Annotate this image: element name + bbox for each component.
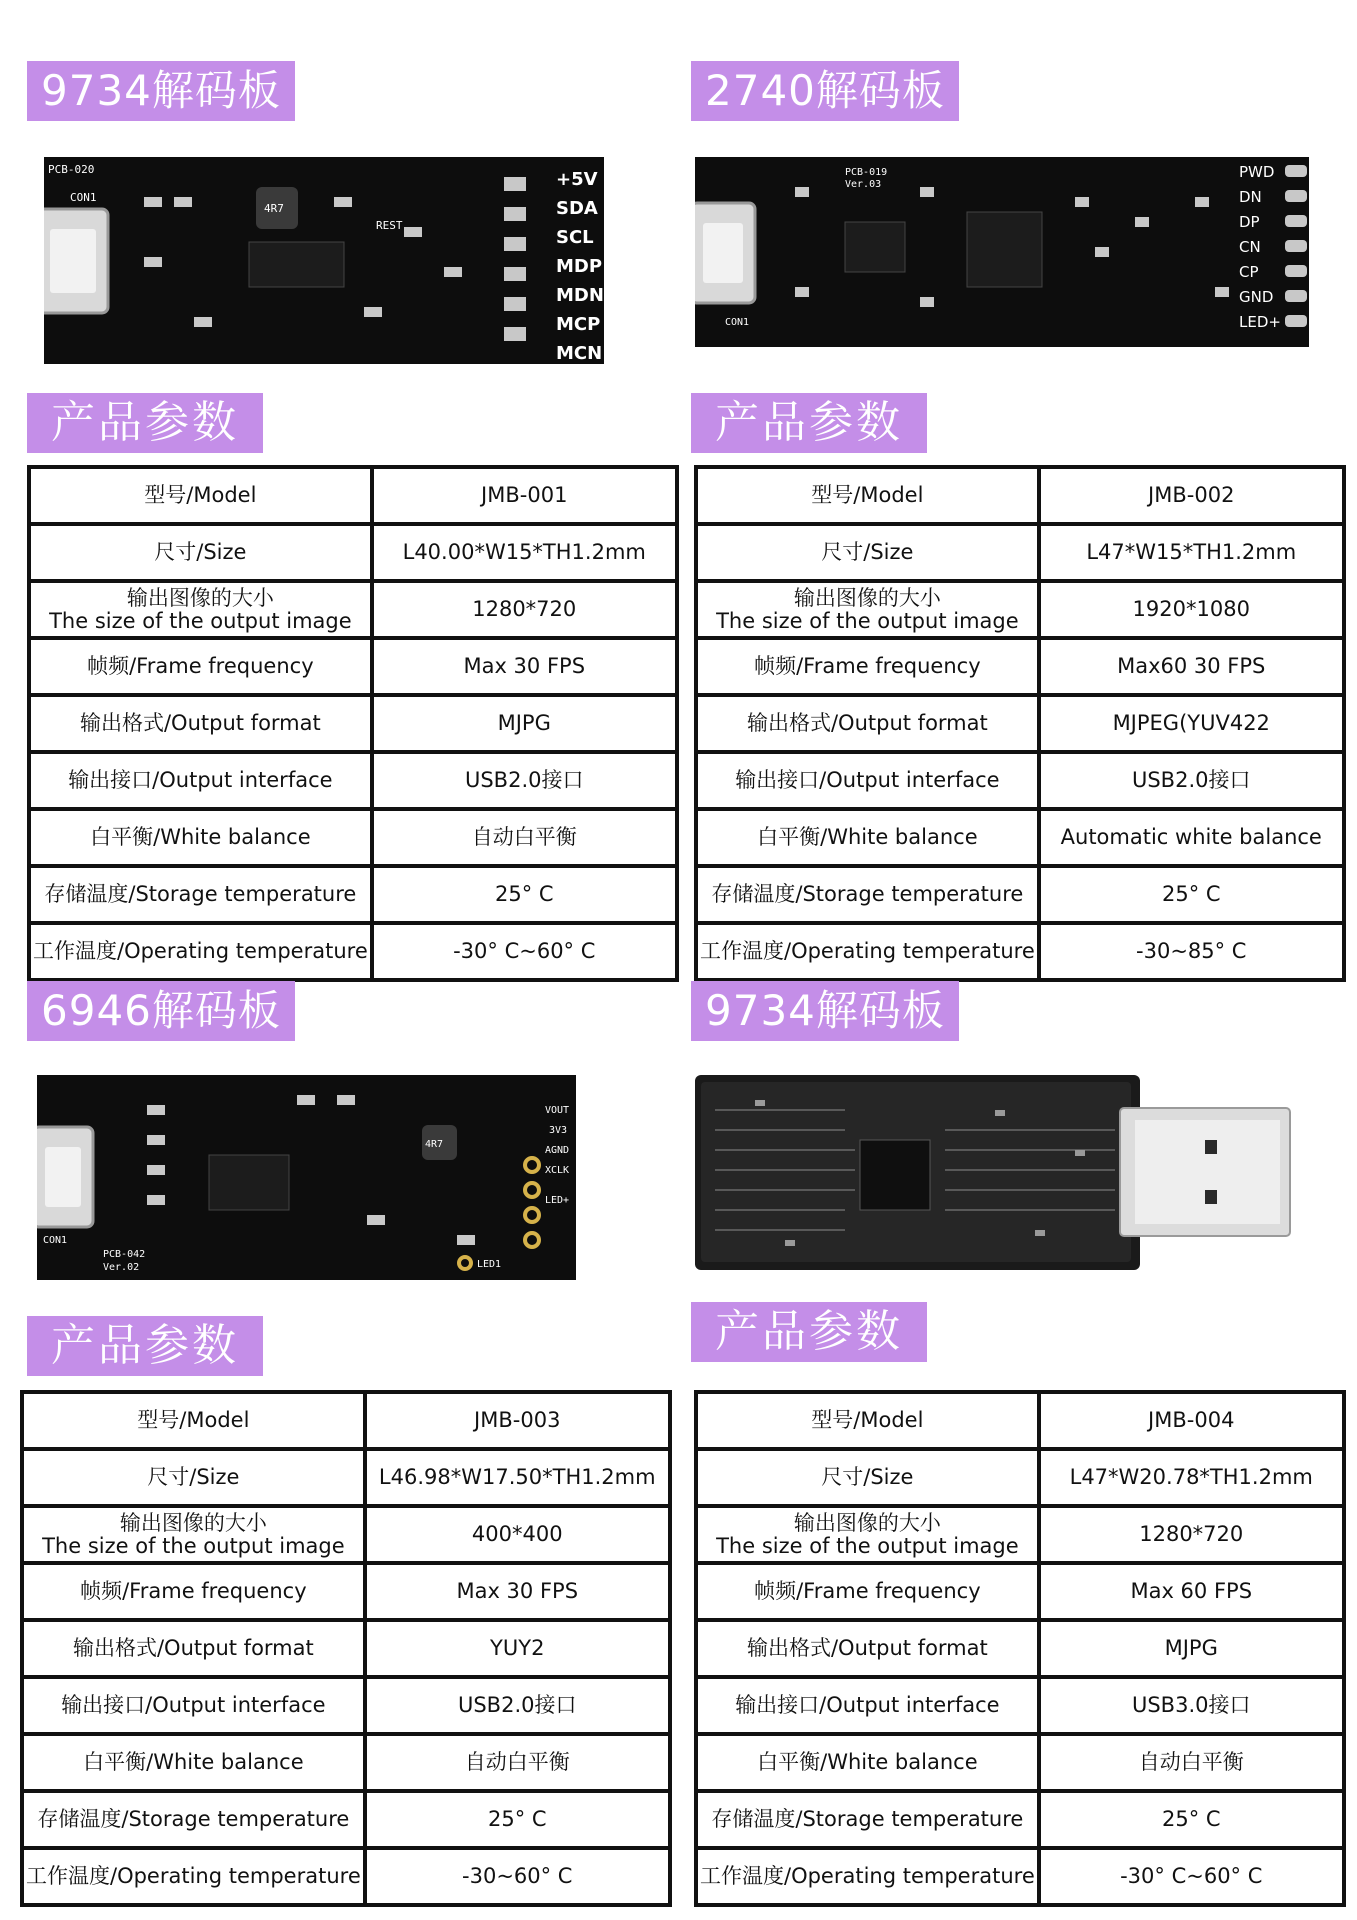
table-row: [29, 866, 677, 923]
table-row: [696, 1848, 1344, 1905]
table-row: [22, 1677, 670, 1734]
operating-temp-value: -30~60° C: [365, 1848, 670, 1905]
svg-text:+5V: +5V: [556, 169, 598, 190]
table-row: [29, 923, 677, 980]
storage-temp-value: 25° C: [1039, 866, 1344, 923]
white-balance-value: 自动白平衡: [365, 1734, 670, 1791]
table-row: [29, 524, 677, 581]
svg-text:MCN: MCN: [556, 343, 603, 364]
pcb-board-icon: [44, 157, 604, 364]
format-label: 输出格式/Output format: [696, 695, 1039, 752]
table-row: [696, 923, 1344, 980]
interface-value: USB2.0接口: [372, 752, 677, 809]
storage-temp-value: 25° C: [1039, 1791, 1344, 1848]
format-label: 输出格式/Output format: [22, 1620, 365, 1677]
size-value: L47*W20.78*TH1.2mm: [1039, 1449, 1344, 1506]
interface-value: USB2.0接口: [1039, 752, 1344, 809]
format-label: 输出格式/Output format: [29, 695, 372, 752]
board-3-title-banner: 6946解码板: [27, 981, 295, 1041]
table-row: [22, 1734, 670, 1791]
svg-text:AGND: AGND: [545, 1145, 570, 1156]
svg-text:3V3: 3V3: [549, 1125, 568, 1136]
size-label: 尺寸/Size: [696, 1449, 1039, 1506]
size-value: L46.98*W17.50*TH1.2mm: [365, 1449, 670, 1506]
output-size-label: 输出图像的大小 The size of the output image: [696, 581, 1039, 638]
interface-label: 输出接口/Output interface: [29, 752, 372, 809]
svg-text:Ver.03: Ver.03: [845, 179, 882, 190]
svg-text:LED1: LED1: [477, 1259, 502, 1270]
svg-text:CON1: CON1: [725, 317, 750, 328]
svg-text:PWD: PWD: [1239, 163, 1275, 181]
output-size-value: 1280*720: [372, 581, 677, 638]
board-4-title-banner: 9734解码板: [691, 981, 959, 1041]
pcb-board-icon: [695, 157, 1309, 347]
board-4-spec-table: [694, 1390, 1346, 1907]
board-1-pcb-photo: [44, 157, 604, 364]
operating-temp-value: -30° C~60° C: [1039, 1848, 1344, 1905]
table-row: [696, 581, 1344, 638]
svg-text:MDN: MDN: [556, 285, 604, 306]
svg-text:SCL: SCL: [556, 227, 594, 248]
svg-text:4R7: 4R7: [425, 1139, 444, 1150]
table-row: [22, 1392, 670, 1449]
table-row: [696, 1734, 1344, 1791]
table-row: [22, 1848, 670, 1905]
pcb-board-icon: [37, 1075, 576, 1280]
white-balance-label: 白平衡/White balance: [696, 809, 1039, 866]
table-row: [29, 809, 677, 866]
operating-temp-label: 工作温度/Operating temperature: [696, 923, 1039, 980]
white-balance-value: Automatic white balance: [1039, 809, 1344, 866]
format-value: YUY2: [365, 1620, 670, 1677]
board-3-param-banner: 产品参数: [27, 1316, 263, 1376]
svg-text:Ver.02: Ver.02: [103, 1262, 140, 1273]
table-row: [696, 1563, 1344, 1620]
model-value: JMB-004: [1039, 1392, 1344, 1449]
model-label: 型号/Model: [696, 1392, 1039, 1449]
operating-temp-label: 工作温度/Operating temperature: [22, 1848, 365, 1905]
board-4-usb-photo: [695, 1070, 1295, 1275]
table-row: [696, 1677, 1344, 1734]
svg-text:CN: CN: [1239, 238, 1261, 256]
table-row: [696, 1449, 1344, 1506]
model-value: JMB-003: [365, 1392, 670, 1449]
storage-temp-label: 存储温度/Storage temperature: [22, 1791, 365, 1848]
svg-text:MCP: MCP: [556, 314, 601, 335]
board-1-title-banner: 9734解码板: [27, 61, 295, 121]
operating-temp-label: 工作温度/Operating temperature: [29, 923, 372, 980]
frame-value: Max 30 FPS: [365, 1563, 670, 1620]
size-value: L40.00*W15*TH1.2mm: [372, 524, 677, 581]
size-value: L47*W15*TH1.2mm: [1039, 524, 1344, 581]
svg-text:VOUT: VOUT: [545, 1105, 570, 1116]
usb-stick-board-icon: [695, 1070, 1295, 1275]
output-size-label: 输出图像的大小 The size of the output image: [29, 581, 372, 638]
board-2-title-banner: 2740解码板: [691, 61, 959, 121]
frame-label: 帧频/Frame frequency: [22, 1563, 365, 1620]
svg-text:CON1: CON1: [43, 1235, 68, 1246]
table-row: [696, 809, 1344, 866]
svg-text:CON1: CON1: [70, 191, 97, 204]
operating-temp-label: 工作温度/Operating temperature: [696, 1848, 1039, 1905]
format-value: MJPEG(YUV422: [1039, 695, 1344, 752]
table-row: [696, 638, 1344, 695]
svg-text:LED+: LED+: [545, 1195, 570, 1206]
table-row: [29, 467, 677, 524]
storage-temp-value: 25° C: [372, 866, 677, 923]
board-3-pcb-photo: [37, 1075, 576, 1280]
interface-value: USB2.0接口: [365, 1677, 670, 1734]
board-3-spec-table: [20, 1390, 672, 1907]
size-label: 尺寸/Size: [22, 1449, 365, 1506]
model-value: JMB-002: [1039, 467, 1344, 524]
model-label: 型号/Model: [22, 1392, 365, 1449]
board-1-spec-table: [27, 465, 679, 982]
interface-label: 输出接口/Output interface: [696, 1677, 1039, 1734]
model-label: 型号/Model: [29, 467, 372, 524]
output-size-value: 1280*720: [1039, 1506, 1344, 1563]
table-row: [696, 1392, 1344, 1449]
frame-label: 帧频/Frame frequency: [696, 638, 1039, 695]
frame-label: 帧频/Frame frequency: [696, 1563, 1039, 1620]
output-size-label: 输出图像的大小 The size of the output image: [22, 1506, 365, 1563]
table-row: [29, 752, 677, 809]
table-row: [22, 1506, 670, 1563]
svg-text:DN: DN: [1239, 188, 1262, 206]
storage-temp-value: 25° C: [365, 1791, 670, 1848]
format-value: MJPG: [1039, 1620, 1344, 1677]
table-row: [22, 1791, 670, 1848]
svg-text:PCB-042: PCB-042: [103, 1249, 146, 1260]
svg-text:CP: CP: [1239, 263, 1259, 281]
table-row: [696, 752, 1344, 809]
storage-temp-label: 存储温度/Storage temperature: [696, 1791, 1039, 1848]
board-2-pcb-photo: [695, 157, 1309, 347]
frame-label: 帧频/Frame frequency: [29, 638, 372, 695]
frame-value: Max60 30 FPS: [1039, 638, 1344, 695]
svg-text:XCLK: XCLK: [545, 1165, 570, 1176]
white-balance-label: 白平衡/White balance: [22, 1734, 365, 1791]
size-label: 尺寸/Size: [696, 524, 1039, 581]
output-size-value: 1920*1080: [1039, 581, 1344, 638]
board-2-spec-table: [694, 465, 1346, 982]
svg-text:REST: REST: [376, 219, 403, 232]
frame-value: Max 60 FPS: [1039, 1563, 1344, 1620]
interface-label: 输出接口/Output interface: [696, 752, 1039, 809]
white-balance-label: 白平衡/White balance: [29, 809, 372, 866]
table-row: [22, 1620, 670, 1677]
model-label: 型号/Model: [696, 467, 1039, 524]
table-row: [696, 524, 1344, 581]
format-label: 输出格式/Output format: [696, 1620, 1039, 1677]
interface-value: USB3.0接口: [1039, 1677, 1344, 1734]
table-row: [696, 1506, 1344, 1563]
size-label: 尺寸/Size: [29, 524, 372, 581]
white-balance-label: 白平衡/White balance: [696, 1734, 1039, 1791]
board-2-param-banner: 产品参数: [691, 393, 927, 453]
table-row: [29, 638, 677, 695]
storage-temp-label: 存储温度/Storage temperature: [696, 866, 1039, 923]
svg-text:LED+: LED+: [1239, 313, 1281, 331]
output-size-label: 输出图像的大小 The size of the output image: [696, 1506, 1039, 1563]
board-4-param-banner: 产品参数: [691, 1302, 927, 1362]
svg-text:GND: GND: [1239, 288, 1274, 306]
interface-label: 输出接口/Output interface: [22, 1677, 365, 1734]
table-row: [696, 1620, 1344, 1677]
table-row: [696, 467, 1344, 524]
table-row: [696, 1791, 1344, 1848]
white-balance-value: 自动白平衡: [1039, 1734, 1344, 1791]
svg-text:DP: DP: [1239, 213, 1260, 231]
svg-text:PCB-020: PCB-020: [48, 163, 95, 176]
svg-text:MDP: MDP: [556, 256, 603, 277]
output-size-value: 400*400: [365, 1506, 670, 1563]
table-row: [22, 1563, 670, 1620]
white-balance-value: 自动白平衡: [372, 809, 677, 866]
svg-text:PCB-019: PCB-019: [845, 167, 888, 178]
operating-temp-value: -30° C~60° C: [372, 923, 677, 980]
table-row: [696, 866, 1344, 923]
model-value: JMB-001: [372, 467, 677, 524]
storage-temp-label: 存储温度/Storage temperature: [29, 866, 372, 923]
frame-value: Max 30 FPS: [372, 638, 677, 695]
table-row: [22, 1449, 670, 1506]
format-value: MJPG: [372, 695, 677, 752]
table-row: [29, 695, 677, 752]
table-row: [29, 581, 677, 638]
operating-temp-value: -30~85° C: [1039, 923, 1344, 980]
table-row: [696, 695, 1344, 752]
board-1-param-banner: 产品参数: [27, 393, 263, 453]
svg-text:4R7: 4R7: [264, 202, 284, 215]
svg-text:SDA: SDA: [556, 198, 598, 219]
